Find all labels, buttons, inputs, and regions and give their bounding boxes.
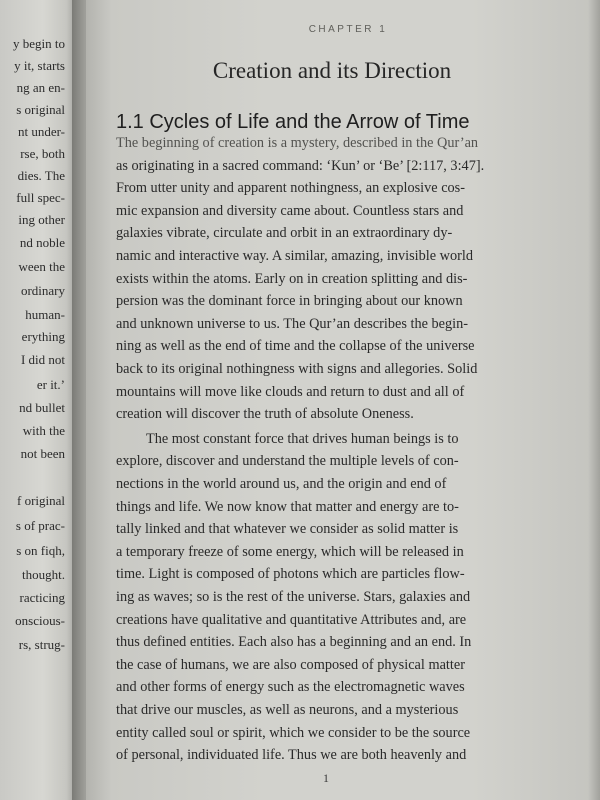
- left-page: [0, 0, 78, 800]
- body-line: time. Light is composed of photons which are particles flow-: [116, 566, 465, 583]
- left-page-line: s on fiqh,: [16, 543, 65, 558]
- right-page: [86, 0, 600, 800]
- body-line: The beginning of creation is a mystery, described in the Qur’an: [116, 135, 479, 151]
- body-line: nections in the world around us, and the origin and end of: [116, 476, 447, 492]
- body-line: exists within the atoms. Early on in creation splitting and dis-: [116, 270, 468, 287]
- left-page-line: rs, strug-: [18, 637, 65, 652]
- body-line: things and life. We now know that matter and energy are to-: [116, 498, 459, 515]
- body-line: that drive our muscles, as well as neurons, and a mysterious: [116, 702, 459, 718]
- left-page-line: rse, both: [20, 146, 65, 161]
- page-edge-shadow: [588, 0, 600, 800]
- body-line: creations have qualitative and quantitative Attributes and, are: [116, 611, 467, 628]
- body-line: mic expansion and diversity came about. Countless stars and: [116, 202, 464, 219]
- body-line: creation will discover the truth of absolute Oneness.: [116, 406, 414, 423]
- body-line: tally linked and that whatever we consider as solid matter is: [116, 521, 459, 538]
- page-number: 1: [323, 771, 329, 785]
- left-page-line: nd bullet: [19, 400, 65, 415]
- left-page-line: nd noble: [19, 235, 65, 250]
- body-line: entity called soul or spirit, which we consider to be the source: [116, 724, 471, 741]
- body-line: ning as well as the end of time and the collapse of the universe: [116, 338, 475, 355]
- body-line: thus defined entities. Each also has a beginning and an end. In: [116, 634, 472, 651]
- running-header: CHAPTER 1: [308, 24, 388, 35]
- left-page-line: onscious-: [15, 613, 65, 628]
- left-page-line: s original: [16, 102, 65, 117]
- chapter-title: Creation and its Direction: [212, 58, 452, 83]
- left-page-line: er it.’: [36, 377, 65, 392]
- body-line: explore, discover and understand the multiple levels of con-: [116, 453, 459, 470]
- left-page-line: f original: [16, 493, 65, 508]
- left-page-line: human-: [25, 307, 65, 322]
- body-line: namic and interactive way. A similar, amazing, invisible world: [116, 248, 474, 264]
- left-page-line: I did not: [20, 352, 65, 367]
- section-heading: 1.1 Cycles of Life and the Arrow of Time: [116, 111, 470, 133]
- body-line: mountains will move like clouds and return to dust and all of: [116, 383, 465, 400]
- left-page-line: y it, starts: [14, 58, 65, 73]
- left-page-line: ing other: [18, 212, 65, 227]
- body-line: persion was the dominant force in bringing about our known: [116, 293, 463, 310]
- left-page-line: racticing: [19, 590, 65, 605]
- body-line: and unknown universe to us. The Qur’an describes the begin-: [116, 315, 469, 332]
- left-page-line: nt under-: [17, 124, 65, 139]
- body-line: the case of humans, we are also composed of physical matter: [116, 656, 465, 673]
- body-line: a temporary freeze of some energy, which will be released in: [116, 543, 464, 560]
- left-page-line: ordinary: [20, 283, 65, 298]
- body-line: as originating in a sacred command: ‘Kun’ or ‘Be’ [2:117, 3:47].: [116, 157, 485, 174]
- paragraph-first-line: The most constant force that drives human beings is to: [146, 430, 459, 447]
- body-line: ing as waves; so is the rest of the universe. Stars, galaxies and: [116, 589, 471, 605]
- left-page-line: with the: [22, 423, 65, 438]
- left-page-line: thought.: [22, 567, 65, 582]
- body-line: of personal, individuated life. Thus we are both heavenly and: [116, 747, 467, 764]
- body-line: galaxies vibrate, circulate and orbit in an extraordinary dy-: [116, 225, 453, 242]
- left-page-line: dies. The: [17, 168, 65, 183]
- body-line: and other forms of energy such as the electromagnetic waves: [116, 679, 465, 696]
- body-line: back to its original nothingness with signs and allegories. Solid: [116, 361, 478, 377]
- body-line: From utter unity and apparent nothingness, an explosive cos-: [116, 180, 466, 197]
- left-page-line: s of prac-: [15, 518, 65, 533]
- left-page-line: not been: [20, 446, 65, 461]
- left-page-line: ng an en-: [16, 80, 65, 95]
- left-page-line: ween the: [18, 259, 65, 274]
- left-page-line: y begin to: [13, 36, 65, 51]
- left-page-line: full spec-: [16, 190, 65, 205]
- left-page-line: erything: [21, 329, 65, 344]
